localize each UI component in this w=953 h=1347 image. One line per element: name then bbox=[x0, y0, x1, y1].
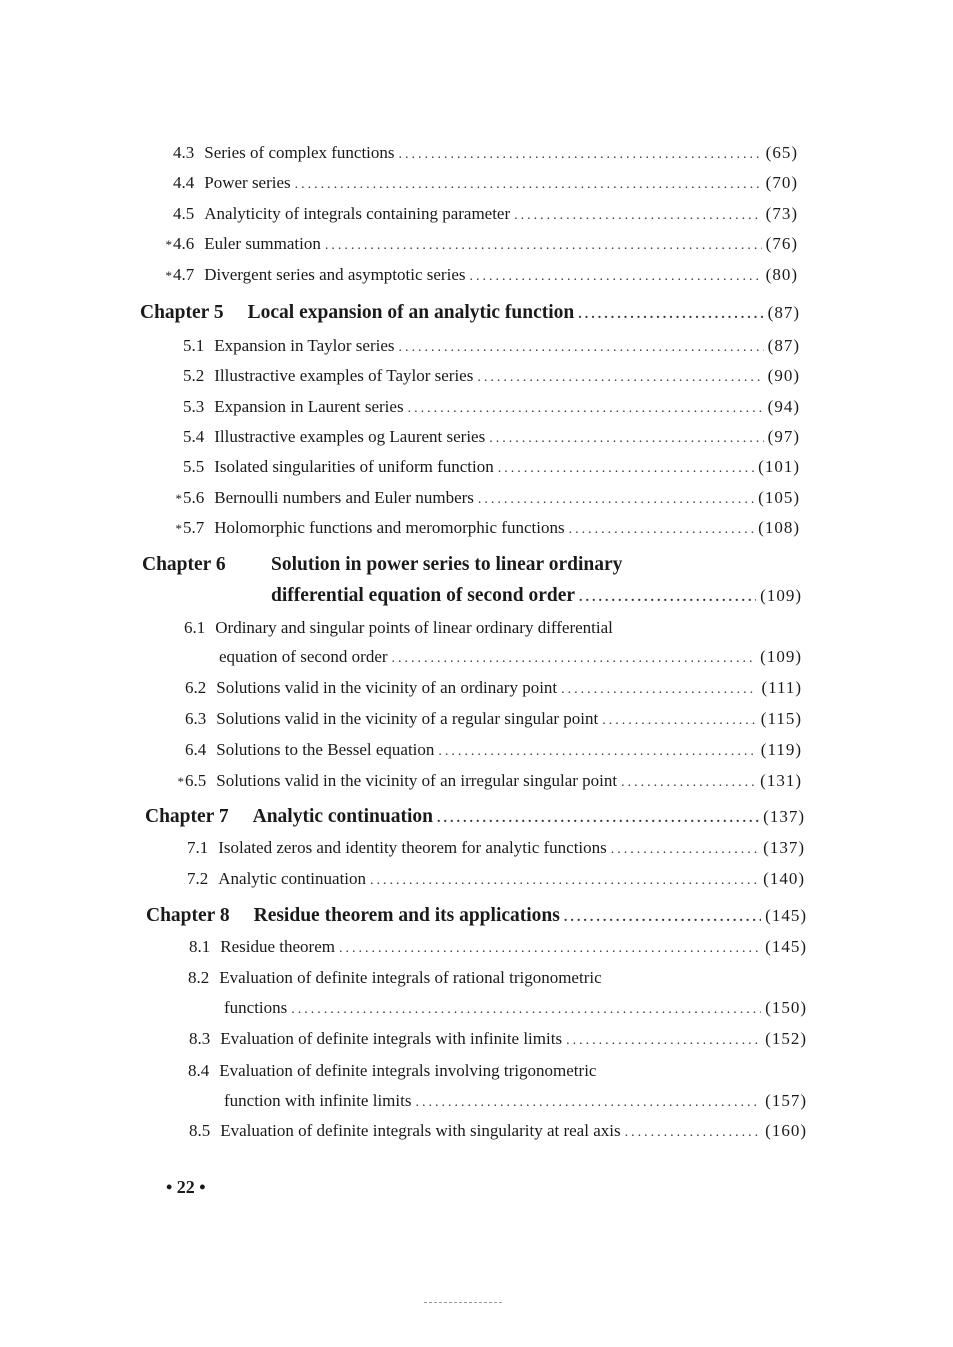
section-title: Evaluation of definite integrals involving trigonometric bbox=[219, 1061, 597, 1080]
section-title: Expansion in Taylor series bbox=[214, 336, 395, 355]
page-ref: (157) bbox=[765, 1091, 807, 1110]
dot-leader bbox=[498, 458, 754, 480]
chapter-title: Residue theorem and its applications bbox=[253, 905, 560, 926]
toc-entry-line bbox=[180, 967, 602, 989]
page-ref: (101) bbox=[758, 457, 800, 476]
chapter-heading bbox=[146, 903, 807, 931]
section-title: Isolated singularities of uniform function bbox=[214, 457, 494, 476]
section-number: 7.1 bbox=[187, 838, 209, 857]
chapter-heading bbox=[140, 300, 800, 328]
section-title: Solutions valid in the vicinity of an ordinary point bbox=[216, 678, 558, 697]
section-number: 4.3 bbox=[173, 143, 195, 162]
page-ref: (137) bbox=[763, 838, 805, 857]
dot-leader bbox=[438, 741, 756, 763]
page-ref: (80) bbox=[765, 265, 798, 284]
chapter-heading bbox=[145, 804, 805, 832]
section-number: 4.5 bbox=[173, 204, 195, 223]
section-number: 5.2 bbox=[183, 366, 205, 385]
toc-entry bbox=[178, 868, 805, 892]
dot-leader bbox=[415, 1092, 761, 1114]
toc-entry bbox=[176, 708, 802, 732]
section-number: 4.7 bbox=[173, 265, 195, 284]
section-title: Divergent series and asymptotic series bbox=[204, 265, 466, 284]
toc-entry bbox=[174, 517, 800, 541]
page-ref: (97) bbox=[767, 427, 800, 446]
page-ref: (152) bbox=[765, 1029, 807, 1048]
section-title-continued: functions bbox=[224, 998, 288, 1017]
page-ref: (73) bbox=[765, 204, 798, 223]
dot-leader bbox=[399, 144, 762, 166]
section-number: 8.3 bbox=[189, 1029, 211, 1048]
section-title-continued: function with infinite limits bbox=[224, 1091, 412, 1110]
section-title: Series of complex functions bbox=[204, 143, 395, 162]
section-number: 6.5 bbox=[185, 771, 207, 790]
section-number: 5.5 bbox=[183, 457, 205, 476]
section-title: Analyticity of integrals containing parameter bbox=[204, 204, 511, 223]
section-title: Analytic continuation bbox=[218, 869, 367, 888]
dot-leader bbox=[478, 489, 754, 511]
toc-entry bbox=[174, 396, 800, 420]
toc-entry bbox=[164, 233, 798, 257]
dot-leader bbox=[625, 1122, 762, 1144]
chapter-title: Solution in power series to linear ordinary bbox=[271, 554, 623, 575]
toc-entry bbox=[174, 487, 800, 511]
dot-leader bbox=[437, 806, 759, 832]
page-ref: (87) bbox=[767, 336, 800, 355]
dot-leader bbox=[489, 428, 763, 450]
section-title: Evaluation of definite integrals with singularity at real axis bbox=[220, 1121, 621, 1140]
page-ref: (70) bbox=[765, 173, 798, 192]
section-title: Euler summation bbox=[204, 234, 321, 253]
page-ref: (137) bbox=[763, 807, 805, 826]
page-number: • 22 • bbox=[166, 1177, 206, 1197]
toc-entry bbox=[164, 172, 798, 196]
toc-entry bbox=[164, 203, 798, 227]
optional-marker: * bbox=[175, 521, 182, 536]
section-title: Evaluation of definite integrals of rational trigonometric bbox=[219, 968, 602, 987]
page-ref: (65) bbox=[765, 143, 798, 162]
page-ref: (94) bbox=[767, 397, 800, 416]
dot-leader bbox=[566, 1030, 761, 1052]
toc-entry bbox=[224, 997, 807, 1021]
toc-entry bbox=[174, 335, 800, 359]
section-title: Ordinary and singular points of linear ordinary differential bbox=[215, 618, 613, 637]
section-number: 6.3 bbox=[185, 709, 207, 728]
chapter-label: Chapter 6 bbox=[142, 554, 226, 575]
section-title-continued: equation of second order bbox=[219, 647, 388, 666]
dot-leader bbox=[325, 235, 762, 257]
section-number: 5.7 bbox=[183, 518, 205, 537]
dot-leader bbox=[561, 679, 757, 701]
optional-marker: * bbox=[177, 774, 184, 789]
chapter-label: Chapter 8 bbox=[146, 905, 230, 926]
chapter-heading bbox=[271, 583, 802, 611]
section-title: Solutions valid in the vicinity of a regular singular point bbox=[216, 709, 599, 728]
section-title: Illustractive examples og Laurent series bbox=[214, 427, 486, 446]
page-ref: (119) bbox=[760, 740, 802, 759]
dot-leader bbox=[569, 519, 755, 541]
section-number: 4.4 bbox=[173, 173, 195, 192]
dot-leader bbox=[291, 999, 761, 1021]
section-title: Solutions to the Bessel equation bbox=[216, 740, 435, 759]
scan-artifact bbox=[424, 1302, 502, 1303]
section-number: 4.6 bbox=[173, 234, 195, 253]
toc-entry bbox=[174, 456, 800, 480]
page-ref: (140) bbox=[763, 869, 805, 888]
section-number: 7.2 bbox=[187, 869, 209, 888]
page-ref: (108) bbox=[758, 518, 800, 537]
dot-leader bbox=[611, 839, 759, 861]
chapter-title: Analytic continuation bbox=[252, 806, 434, 827]
section-title: Holomorphic functions and meromorphic functions bbox=[214, 518, 565, 537]
toc-entry bbox=[174, 365, 800, 389]
optional-marker: * bbox=[165, 268, 172, 283]
toc-entry bbox=[180, 1028, 807, 1052]
dot-leader bbox=[621, 772, 756, 794]
optional-marker: * bbox=[175, 491, 182, 506]
section-number: 6.2 bbox=[185, 678, 207, 697]
dot-leader bbox=[399, 337, 764, 359]
toc-entry-line bbox=[176, 617, 613, 639]
dot-leader bbox=[602, 710, 757, 732]
toc-entry bbox=[180, 936, 807, 960]
toc-entry bbox=[164, 264, 798, 288]
dot-leader bbox=[579, 585, 756, 611]
dot-leader bbox=[578, 302, 763, 328]
section-title: Residue theorem bbox=[220, 937, 335, 956]
section-title: Solutions valid in the vicinity of an irregular singular point bbox=[216, 771, 618, 790]
section-title: Isolated zeros and identity theorem for analytic functions bbox=[218, 838, 607, 857]
page-ref: (115) bbox=[760, 709, 802, 728]
toc-entry bbox=[224, 1090, 807, 1114]
page-ref: (109) bbox=[760, 647, 802, 666]
dot-leader bbox=[514, 205, 762, 227]
section-number: 5.6 bbox=[183, 488, 205, 507]
dot-leader bbox=[469, 266, 761, 288]
section-number: 5.3 bbox=[183, 397, 205, 416]
toc-entry-line bbox=[180, 1060, 596, 1082]
page-ref: (131) bbox=[760, 771, 802, 790]
dot-leader bbox=[370, 870, 759, 892]
dot-leader bbox=[295, 174, 762, 196]
section-title: Bernoulli numbers and Euler numbers bbox=[214, 488, 474, 507]
page-ref: (105) bbox=[758, 488, 800, 507]
page-ref: (145) bbox=[765, 937, 807, 956]
page-ref: (145) bbox=[765, 906, 807, 925]
section-title: Expansion in Laurent series bbox=[214, 397, 404, 416]
chapter-title-continued: differential equation of second order bbox=[271, 585, 576, 606]
page-ref: (150) bbox=[765, 998, 807, 1017]
section-number: 5.1 bbox=[183, 336, 205, 355]
chapter-label: Chapter 7 bbox=[145, 806, 229, 827]
toc-entry bbox=[219, 646, 802, 670]
optional-marker: * bbox=[165, 237, 172, 252]
toc-entry bbox=[176, 677, 802, 701]
page-ref: (111) bbox=[761, 678, 802, 697]
dot-leader bbox=[564, 905, 761, 931]
chapter-title: Local expansion of an analytic function bbox=[247, 302, 575, 323]
section-title: Power series bbox=[204, 173, 291, 192]
section-number: 8.1 bbox=[189, 937, 211, 956]
toc-entry bbox=[164, 142, 798, 166]
page-ref: (109) bbox=[760, 586, 802, 605]
section-number: 6.4 bbox=[185, 740, 207, 759]
toc-entry bbox=[176, 770, 802, 794]
toc-entry bbox=[180, 1120, 807, 1144]
section-number: 6.1 bbox=[184, 618, 206, 637]
section-number: 8.5 bbox=[189, 1121, 211, 1140]
chapter-heading-line bbox=[142, 552, 622, 578]
chapter-label: Chapter 5 bbox=[140, 302, 224, 323]
page-ref: (90) bbox=[767, 366, 800, 385]
dot-leader bbox=[408, 398, 764, 420]
section-title: Illustractive examples of Taylor series bbox=[214, 366, 474, 385]
page-ref: (160) bbox=[765, 1121, 807, 1140]
section-number: 8.4 bbox=[188, 1061, 210, 1080]
page-ref: (87) bbox=[767, 303, 800, 322]
dot-leader bbox=[339, 938, 761, 960]
dot-leader bbox=[477, 367, 763, 389]
dot-leader bbox=[392, 648, 757, 670]
section-title: Evaluation of definite integrals with infinite limits bbox=[220, 1029, 563, 1048]
section-number: 5.4 bbox=[183, 427, 205, 446]
toc-entry bbox=[178, 837, 805, 861]
toc-entry bbox=[174, 426, 800, 450]
toc-entry bbox=[176, 739, 802, 763]
page-ref: (76) bbox=[765, 234, 798, 253]
section-number: 8.2 bbox=[188, 968, 210, 987]
